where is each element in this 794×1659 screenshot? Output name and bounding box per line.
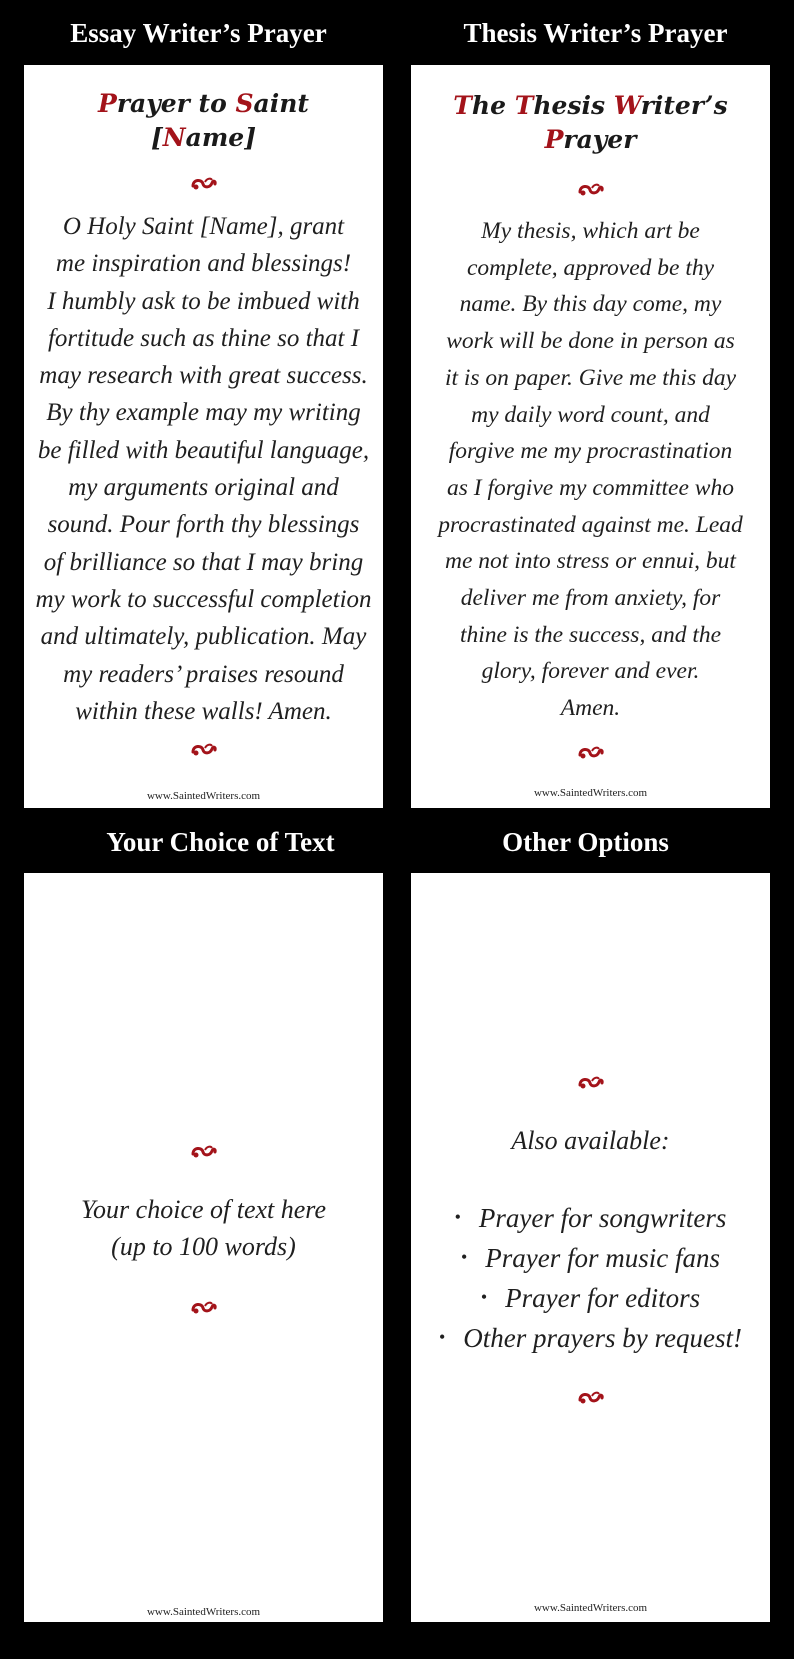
fleuron-icon	[411, 1075, 770, 1093]
fleuron-icon	[411, 182, 770, 200]
prayer-text: My thesis, which art be complete, approved be thy name. By this day come, my work will be done in person as it is on paper. Give me this day my daily word count, and forgive me my procrastination as I forgive my committee who procrastinated against me. Lead me not into stress or ennui, but deliver me from anxiety, for thine is the success, and the glory, forever and ever. Amen.	[438, 218, 743, 722]
list-item: • Prayer for music fans	[411, 1240, 770, 1280]
essay-prayer-card	[24, 65, 383, 808]
title-line: Prayer	[544, 124, 637, 154]
options-list	[411, 1200, 770, 1360]
heading-thesis: Thesis Writer’s Prayer	[463, 18, 728, 48]
prayer-text: O Holy Saint [Name], grant me inspiration and blessings! I humbly ask to be imbued with fortitude such as thine so that I may research with great success. By thy example may my writing be filled with beautiful language, my arguments original and sound. Pour forth thy blessings of brilliance so that I may bring my work to successful completion and ultimately, publication. May my readers’ praises resound within these walls! Amen.	[35, 213, 372, 725]
custom-text-card	[24, 873, 383, 1622]
fleuron-icon	[411, 1390, 770, 1408]
card-title	[411, 89, 770, 157]
fleuron-icon	[24, 1144, 383, 1162]
other-options-card	[411, 873, 770, 1622]
fleuron-icon	[24, 176, 383, 194]
list-item: • Other prayers by request!	[411, 1320, 770, 1360]
fleuron-icon	[24, 1300, 383, 1318]
thesis-prayer-card	[411, 65, 770, 808]
list-item: • Prayer for editors	[411, 1280, 770, 1320]
website-url: www.SaintedWriters.com	[146, 790, 261, 802]
list-item: • Prayer for songwriters	[411, 1200, 770, 1240]
card-title	[24, 87, 383, 155]
website-url: www.SaintedWriters.com	[533, 787, 648, 799]
heading-other: Other Options	[502, 827, 669, 857]
also-available-label: Also available:	[511, 1126, 670, 1155]
title-line: Prayer to Saint	[98, 89, 309, 118]
heading-choice: Your Choice of Text	[106, 827, 335, 857]
website-url: www.SaintedWriters.com	[533, 1602, 648, 1614]
website-url: www.SaintedWriters.com	[146, 1606, 261, 1618]
fleuron-icon	[24, 742, 383, 760]
title-line: [Name]	[150, 122, 257, 152]
fleuron-icon	[411, 745, 770, 763]
heading-essay: Essay Writer’s Prayer	[70, 18, 327, 48]
custom-text-placeholder: Your choice of text here (up to 100 words)	[80, 1195, 327, 1261]
title-line: The Thesis Writer’s	[453, 91, 728, 120]
